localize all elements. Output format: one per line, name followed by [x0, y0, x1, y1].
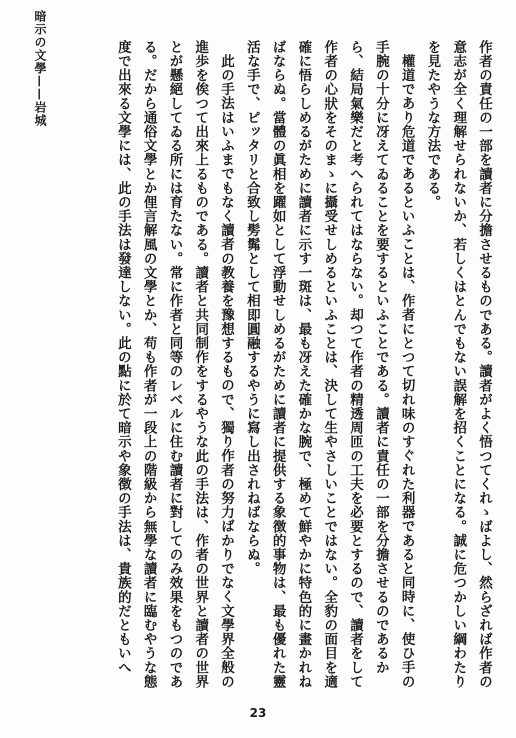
body-text	[109, 40, 496, 698]
running-header: 暗示の文學——岩城	[33, 10, 47, 127]
paragraph: 作者の責任の一部を讀者に分擔させるものである。讀者がよく悟つてくれゝばよし、然らざれば作者の意志が全く理解せられないか、若しくはとんでもない誤解を招くことになる。誠に危つかしい綱わたりを見たやうな方法である。	[424, 40, 492, 689]
page-number: 23	[249, 706, 267, 720]
paragraph: 權道であり危道であるといふことは、作者にとつて切れ味のすぐれた利器であると同時に、使ひ手の手腕の十分に冴えてゐることを要するといふことである。讀者に責任の一部を分擔させるのであるから、結局氣樂だと考へられてはならない。却つて作者の精透周匝の工夫を必要とするので、讀者をして作者の心狀をそのまゝに攝受せしめるといふことは、決して生やさしいことではない。全豹の面目を適確に悟らしめるがために讀者に示す一斑は、最も冴えた確かな腕で、極めて鮮やかに特色的に畫かれねばならぬ。當體の眞相を躍如として浮動せしめるがために讀者に提供する象徴的事物は、最も優れた靈活な手で、ピッタリと合致し髣髴として相即圓融するやうに寫し出されねばならぬ。	[243, 40, 415, 689]
paragraph: 此の手法はいふまでもなく讀者の教養を豫想するもので、獨り作者の努力ばかりでなく文學界全般の進歩を俟つて出來上るものである。讀者と共同制作をするやうな此の手法は、作者の世界と讀者の世界とが懸絕してゐる所には育たない。常に作者と同等のレベルに住む讀者に對してのみ效果をもつのである。だから通俗文學とか俚言解風の文學とか、苟も作者が一段上の階級から無學な讀者に臨むやうな態度で出來る文學には、此の手法は發達しない。此の點に於て暗示や象徴の手法は、貴族的だともいへ	[114, 40, 235, 689]
